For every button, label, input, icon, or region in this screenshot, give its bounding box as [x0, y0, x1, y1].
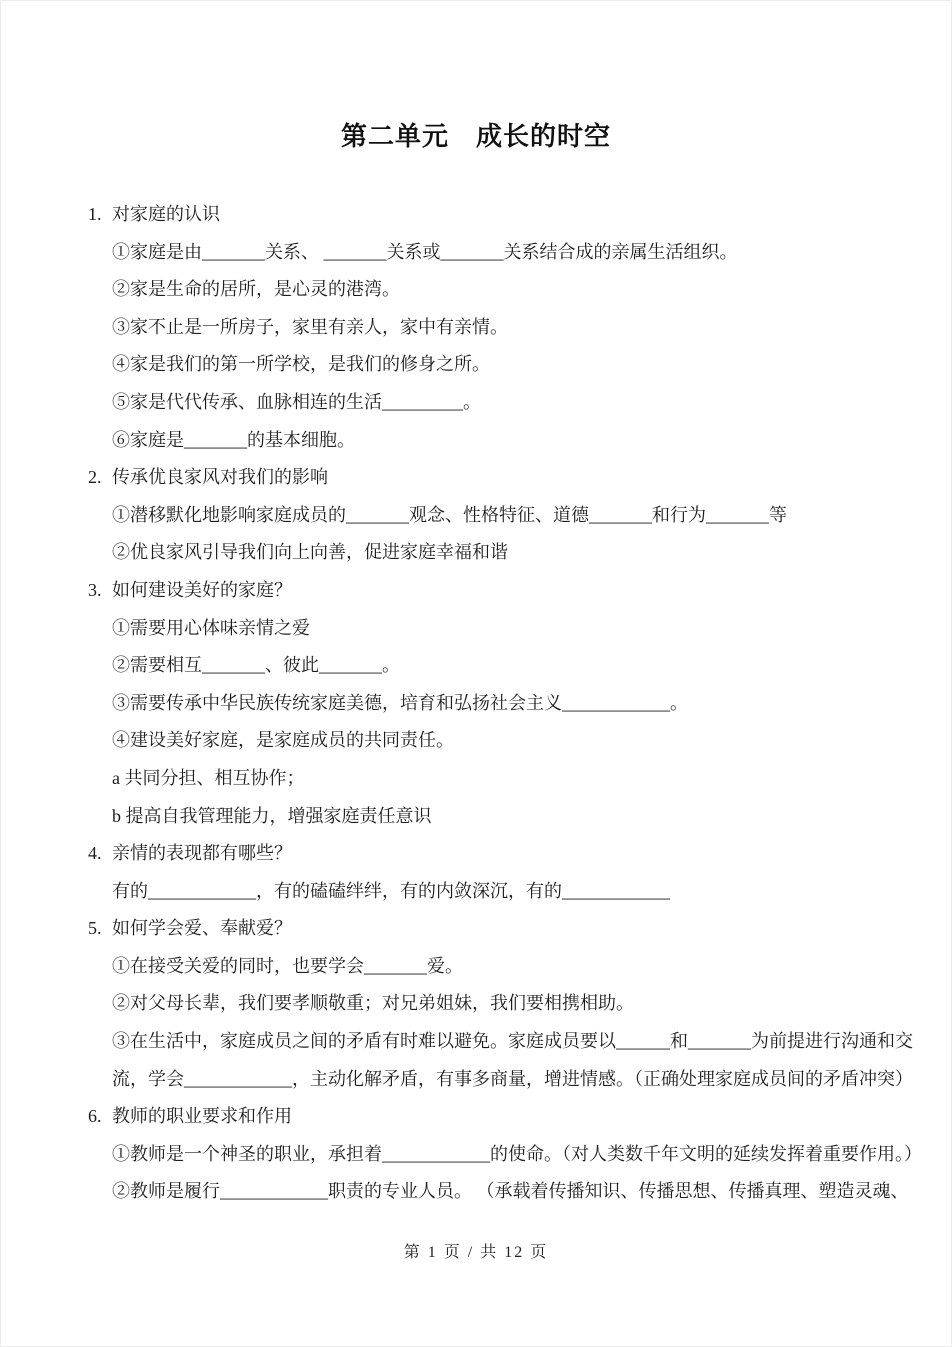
- section-line: ③家不止是一所房子，家里有亲人，家中有亲情。: [112, 316, 508, 337]
- section-line: ③需要传承中华民族传统家庭美德，培育和弘扬社会主义____________。: [112, 692, 688, 713]
- section-heading: [88, 572, 924, 610]
- section-line: ①潜移默化地影响家庭成员的_______观念、性格特征、道德_______和行为_______等: [112, 504, 787, 525]
- section-line: ①在接受关爱的同时，也要学会_______爱。: [112, 955, 463, 976]
- section-line: ②需要相互_______、彼此_______。: [112, 655, 400, 676]
- section-heading: [88, 1098, 924, 1136]
- section-line: ⑤家是代代传承、血脉相连的生活_________。: [112, 391, 481, 412]
- section-line: ⑥家庭是_______的基本细胞。: [112, 429, 355, 450]
- document-body: [88, 196, 924, 1211]
- section-heading-text: 如何建设美好的家庭？: [112, 579, 292, 600]
- section-line: a 共同分担、相互协作；: [112, 767, 305, 788]
- section-line: ④建设美好家庭，是家庭成员的共同责任。: [112, 730, 454, 751]
- section-number: 6.: [88, 1106, 102, 1127]
- section-line: ①教师是一个神圣的职业，承担着____________的使命。（对人类数千年文明的延续发挥着重要作用。）: [112, 1143, 922, 1164]
- section-number: 5.: [88, 918, 102, 939]
- section-heading-text: 对家庭的认识: [112, 204, 220, 224]
- section-line: ①家庭是由_______关系、 _______关系或_______关系结合成的亲属生活组织。: [112, 241, 738, 262]
- section-line: ②教师是履行____________职责的专业人员。 （承载着传播知识、传播思想、传播真理、塑造灵魂、: [112, 1181, 909, 1202]
- section-heading-text: 亲情的表现都有哪些？: [112, 843, 292, 864]
- page-title: 第二单元 成长的时空: [340, 122, 611, 151]
- section-heading: [88, 196, 924, 234]
- section-line: 有的____________，有的磕磕绊绊，有的内敛深沉，有的____________: [112, 880, 670, 901]
- section-heading: [88, 459, 924, 497]
- section-line: ②对父母长辈，我们要孝顺敬重；对兄弟姐妹，我们要相携相助。: [112, 993, 634, 1014]
- section-2-family-tradition-influence: [88, 459, 924, 572]
- section-5-learning-to-love: [88, 910, 924, 1098]
- section-number: 2.: [88, 467, 102, 488]
- section-line: ③在生活中，家庭成员之间的矛盾有时难以避免。家庭成员要以______和_______为前提进行沟通和交流，学会____________，主动化解矛盾，有事多商量，增进情感。（正确处理家庭成员间的矛盾冲突）: [112, 1031, 913, 1089]
- section-3-building-good-family: [88, 572, 924, 835]
- section-1-family-understanding: [88, 196, 924, 459]
- section-number: 4.: [88, 843, 102, 864]
- section-line: ②优良家风引导我们向上向善，促进家庭幸福和谐: [112, 542, 508, 563]
- section-heading-text: 教师的职业要求和作用: [112, 1106, 292, 1127]
- section-line: b 提高自我管理能力，增强家庭责任意识: [112, 805, 432, 826]
- section-heading: [88, 835, 924, 873]
- section-number: 1.: [88, 204, 102, 224]
- section-line: ②家是生命的居所，是心灵的港湾。: [112, 279, 400, 300]
- section-4-expressions-of-affection: [88, 835, 924, 910]
- section-line: ④家是我们的第一所学校，是我们的修身之所。: [112, 354, 490, 375]
- page-footer: 第 1 页 / 共 12 页: [403, 1244, 549, 1261]
- section-heading: [88, 910, 924, 948]
- section-number: 3.: [88, 579, 102, 600]
- section-line: ①需要用心体味亲情之爱: [112, 617, 310, 638]
- section-heading-text: 如何学会爱、奉献爱？: [112, 918, 292, 939]
- section-6-teacher-profession: [88, 1098, 924, 1211]
- section-heading-text: 传承优良家风对我们的影响: [112, 467, 328, 488]
